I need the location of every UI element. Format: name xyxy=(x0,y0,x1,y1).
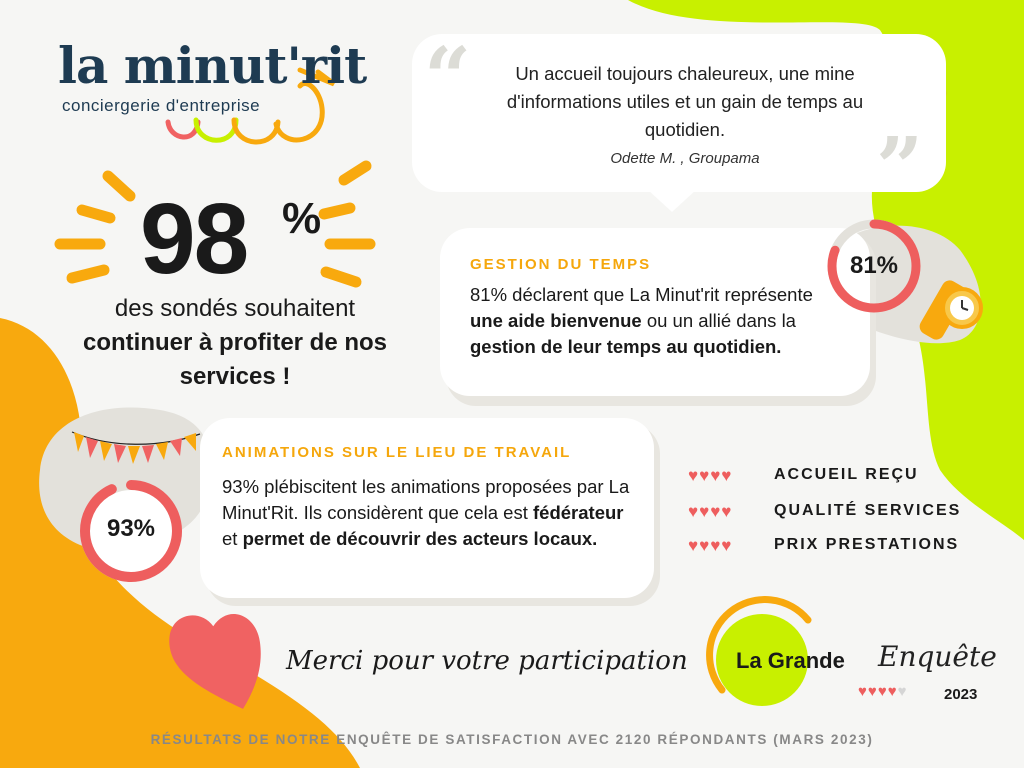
anim-text-b2: permet de découvrir des acteurs locaux. xyxy=(242,528,598,549)
ring-93-label: 93% xyxy=(106,515,156,542)
time-text-b2: gestion de leur temps au quotidien. xyxy=(470,336,782,357)
quote-tail xyxy=(648,190,696,212)
anim-text-p2: et xyxy=(222,528,243,549)
heart-icon: ♥ xyxy=(721,465,732,485)
merci-text: Merci pour votre participation xyxy=(286,646,688,676)
time-text-p1: 81% déclarent que La Minut'rit représente xyxy=(470,284,813,305)
anim-text-p1: 93% plébiscitent les animations proposées par La Minut'Rit. Ils considèrent que cela est xyxy=(222,476,630,523)
rating-label: QUALITÉ SERVICES xyxy=(774,502,962,519)
footer-note: RÉSULTATS DE NOTRE ENQUÊTE DE SATISFACTION AVEC 2120 RÉPONDANTS (MARS 2023) xyxy=(150,732,874,747)
headline-line1: des sondés souhaitent xyxy=(114,295,356,322)
heart-icon: ♥ xyxy=(710,535,721,555)
grande-enquete-title: La Grande xyxy=(736,648,845,673)
heart-icon: ♥ xyxy=(688,535,699,555)
rating-label: PRIX PRESTATIONS xyxy=(774,536,960,553)
ring-81-label: 81% xyxy=(849,252,899,279)
heart-icon: ♥ xyxy=(688,465,699,485)
headline-caption xyxy=(20,292,450,394)
anim-card-text xyxy=(222,474,642,552)
grande-enquete-hearts xyxy=(858,684,908,699)
rating-hearts xyxy=(688,537,774,554)
headline-line3: services ! xyxy=(179,363,291,390)
rating-qualite xyxy=(688,502,961,520)
anim-card-title: ANIMATIONS SUR LE LIEU DE TRAVAIL xyxy=(222,444,572,461)
heart-icon: ♥ xyxy=(699,465,710,485)
rating-prix xyxy=(688,536,959,554)
rating-hearts xyxy=(688,503,774,520)
quote-author: Odette M. , Groupama xyxy=(610,150,760,167)
time-card-text xyxy=(470,282,850,360)
quote-text: Un accueil toujours chaleureux, une mine d'informations utiles et un gain de temps au quotidien. xyxy=(506,63,864,140)
time-card-title: GESTION DU TEMPS xyxy=(470,256,652,273)
time-text-b1: une aide bienvenue xyxy=(470,310,642,331)
logo-tagline: conciergerie d'entreprise xyxy=(62,96,261,115)
heart-icon: ♥ xyxy=(858,683,867,700)
heart-icon: ♥ xyxy=(877,683,887,700)
logo-name: la minut'rit xyxy=(58,36,367,95)
heart-icon: ♥ xyxy=(721,535,732,555)
close-quote-icon: ” xyxy=(876,120,924,216)
open-quote-icon: “ xyxy=(424,30,472,126)
heart-icon: ♥ xyxy=(710,501,721,521)
heart-icon: ♥ xyxy=(721,501,732,521)
heart-icon: ♥ xyxy=(867,683,877,700)
rating-hearts xyxy=(688,467,774,484)
rating-label: ACCUEIL REÇU xyxy=(774,466,919,483)
heart-icon: ♥ xyxy=(699,501,710,521)
heart-icon: ♥ xyxy=(710,465,721,485)
heart-icon: ♥ xyxy=(897,683,907,700)
anim-text-b1: fédérateur xyxy=(533,502,624,523)
time-text-p2: ou un allié dans la xyxy=(641,310,796,331)
heart-icon: ♥ xyxy=(688,501,699,521)
grande-enquete-script: Enquête xyxy=(878,640,997,673)
heart-icon: ♥ xyxy=(699,535,710,555)
grande-enquete-year: 2023 xyxy=(944,686,978,703)
heart-icon: ♥ xyxy=(887,683,897,700)
rating-accueil xyxy=(688,466,919,484)
headline-value: 98 xyxy=(140,183,248,295)
headline-unit: % xyxy=(282,194,322,243)
headline-line2: continuer à profiter de nos xyxy=(82,329,388,356)
